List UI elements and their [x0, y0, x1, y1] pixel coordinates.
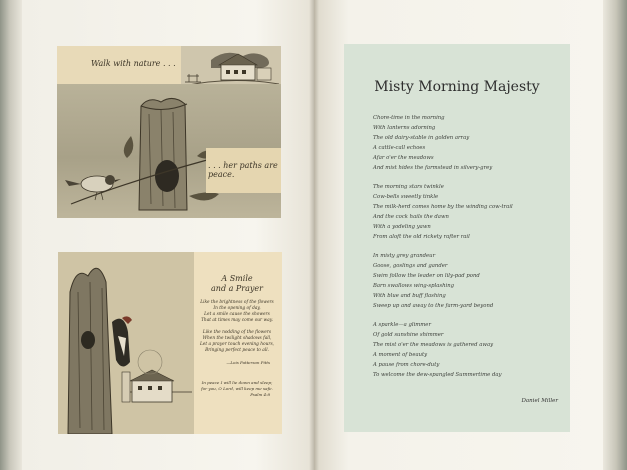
- card-verse-1: [192, 300, 282, 324]
- poem-line: Chore-time in the morning: [373, 115, 445, 121]
- walk-with-nature-caption: Walk with nature . . .: [91, 59, 176, 68]
- poem-line: With a yodeling yawn: [373, 224, 431, 230]
- verse-line: In the opening of day,: [213, 306, 261, 311]
- poem-line: From aloft the old rickety rafter rail: [373, 234, 470, 240]
- woodpecker-barn-illustration: [58, 252, 194, 434]
- poem-body: [373, 113, 553, 389]
- poem-stanza-4: [373, 320, 553, 380]
- poem-line: The mist o'er the meadows is gathered away: [373, 342, 494, 348]
- poem-stanza-1: [373, 113, 553, 173]
- psalm-reference: Psalm 4:8: [250, 392, 270, 397]
- poem-line: Swim follow the leader on lily-pad pond: [373, 273, 480, 279]
- verse-line: That at times may come our way.: [201, 318, 273, 323]
- poem-line: Cow-bells sweetly tinkle: [373, 194, 439, 200]
- poem-line: In misty grey grandeur: [373, 253, 436, 259]
- poem-line: A moment of beauty: [373, 352, 428, 358]
- poem-line: A pause from chore-duty: [373, 362, 440, 368]
- psalm-line: for you, O Lord, will keep me safe.: [201, 386, 273, 391]
- poem-line: And the cock hails the dawn: [373, 214, 449, 220]
- book-edge-left: [0, 0, 22, 470]
- poem-line: With blue and buff flashing: [373, 293, 446, 299]
- poem-stanza-3: [373, 251, 553, 311]
- paths-are-peace-caption: . . . her paths are peace.: [208, 161, 278, 179]
- poem-line: The morning stars twinkle: [373, 184, 444, 190]
- poem-line: With lanterns adorning: [373, 125, 436, 131]
- poem-line: The old dairy-stable in golden array: [373, 135, 470, 141]
- poem-line: A sparkle—a glimmer: [373, 322, 431, 328]
- card-title-line-1: A Smile: [221, 274, 253, 283]
- poem-line: To welcome the dew-spangled Summertime day: [373, 372, 502, 378]
- poem-author: Daniel Miller: [521, 398, 558, 404]
- card-title-line-2: and a Prayer: [211, 284, 263, 293]
- psalm-line: In peace I will lie down and sleep;: [201, 380, 273, 385]
- poem-stanza-2: [373, 182, 553, 242]
- verse-line: When the twilight shadows fall,: [202, 336, 272, 341]
- poem-line: Barn swallows wing-splashing: [373, 283, 455, 289]
- card-verse-2: [192, 330, 282, 354]
- poem-line: A cattle-call echoes: [373, 145, 426, 151]
- verse-line: Let a prayer touch evening hours,: [199, 342, 275, 347]
- card-title: [192, 274, 282, 294]
- verse-line: Like the brightness of the flowers: [200, 300, 274, 305]
- poem-line: And mist hides the farmstead in silvery-grey: [373, 165, 493, 171]
- farmhouse-illustration: [181, 46, 281, 88]
- poem-line: Of gold sunshine shimmer: [373, 332, 444, 338]
- poem-title: Misty Morning Majesty: [374, 79, 540, 95]
- verse-line: Let a smile cause the showers: [204, 312, 270, 317]
- book-edge-right: [603, 0, 627, 470]
- card-psalm: [192, 380, 282, 392]
- poem-line: Goose, goslings and gander: [373, 263, 448, 269]
- verse-line: Bringing perfect peace to all.: [205, 348, 269, 353]
- poem-line: Sweep up and away to the farm-yard beyond: [373, 303, 494, 309]
- nature-card: [57, 46, 281, 218]
- poem-line: Afar o'er the meadows: [373, 155, 434, 161]
- book-gutter: [309, 0, 319, 470]
- card-attribution: —Lois Patterson Pitts: [226, 360, 270, 365]
- poem-line: The milk-herd comes home by the winding cow-trail: [373, 204, 513, 210]
- smile-prayer-card: [58, 252, 282, 434]
- poem-card-text: [192, 252, 282, 434]
- poem-sheet: [344, 44, 570, 432]
- verse-line: Like the nodding of the flowers: [202, 330, 272, 335]
